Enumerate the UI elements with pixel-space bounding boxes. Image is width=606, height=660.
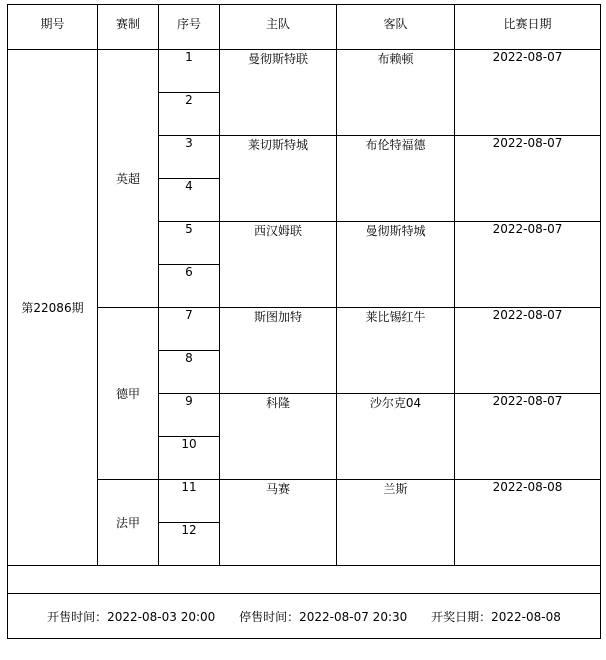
- away-team-cell: 曼彻斯特城: [337, 222, 455, 308]
- match-date-cell: 2022-08-07: [455, 50, 601, 136]
- match-date-cell: 2022-08-07: [455, 308, 601, 394]
- seq-cell: 4: [159, 179, 220, 222]
- sale-stop-time: 停售时间：2022-08-07 20:30: [239, 609, 408, 624]
- match-date-cell: 2022-08-07: [455, 136, 601, 222]
- away-team-cell: 兰斯: [337, 480, 455, 566]
- seq-cell: 5: [159, 222, 220, 265]
- match-date-cell: 2022-08-07: [455, 222, 601, 308]
- match-date-cell: 2022-08-08: [455, 480, 601, 566]
- blank-row: [8, 566, 601, 594]
- header-date: 比赛日期: [455, 5, 601, 50]
- home-team-cell: 莱切斯特城: [220, 136, 337, 222]
- league-cell: 英超: [98, 50, 159, 308]
- seq-cell: 8: [159, 351, 220, 394]
- home-team-cell: 科隆: [220, 394, 337, 480]
- seq-cell: 10: [159, 437, 220, 480]
- draw-date: 开奖日期：2022-08-08: [431, 609, 561, 624]
- home-team-cell: 斯图加特: [220, 308, 337, 394]
- sale-start-time: 开售时间：2022-08-03 20:00: [47, 609, 216, 624]
- seq-cell: 6: [159, 265, 220, 308]
- header-seq: 序号: [159, 5, 220, 50]
- seq-cell: 7: [159, 308, 220, 351]
- away-team-cell: 布赖顿: [337, 50, 455, 136]
- league-cell: 法甲: [98, 480, 159, 566]
- footer-row: [8, 594, 601, 639]
- seq-cell: 2: [159, 93, 220, 136]
- header-home: 主队: [220, 5, 337, 50]
- league-cell: 德甲: [98, 308, 159, 480]
- issue-cell: 第22086期: [8, 50, 98, 566]
- schedule-table: [7, 4, 601, 639]
- seq-cell: 11: [159, 480, 220, 523]
- seq-cell: 9: [159, 394, 220, 437]
- header-league: 赛制: [98, 5, 159, 50]
- footer-cell: [8, 594, 601, 639]
- away-team-cell: 莱比锡红牛: [337, 308, 455, 394]
- blank-cell: [8, 566, 601, 594]
- home-team-cell: 西汉姆联: [220, 222, 337, 308]
- table-row: [8, 50, 601, 93]
- match-date-cell: 2022-08-07: [455, 394, 601, 480]
- header-issue: 期号: [8, 5, 98, 50]
- header-away: 客队: [337, 5, 455, 50]
- seq-cell: 3: [159, 136, 220, 179]
- header-row: [8, 5, 601, 50]
- home-team-cell: 曼彻斯特联: [220, 50, 337, 136]
- home-team-cell: 马赛: [220, 480, 337, 566]
- seq-cell: 12: [159, 523, 220, 566]
- seq-cell: 1: [159, 50, 220, 93]
- away-team-cell: 沙尔克04: [337, 394, 455, 480]
- away-team-cell: 布伦特福德: [337, 136, 455, 222]
